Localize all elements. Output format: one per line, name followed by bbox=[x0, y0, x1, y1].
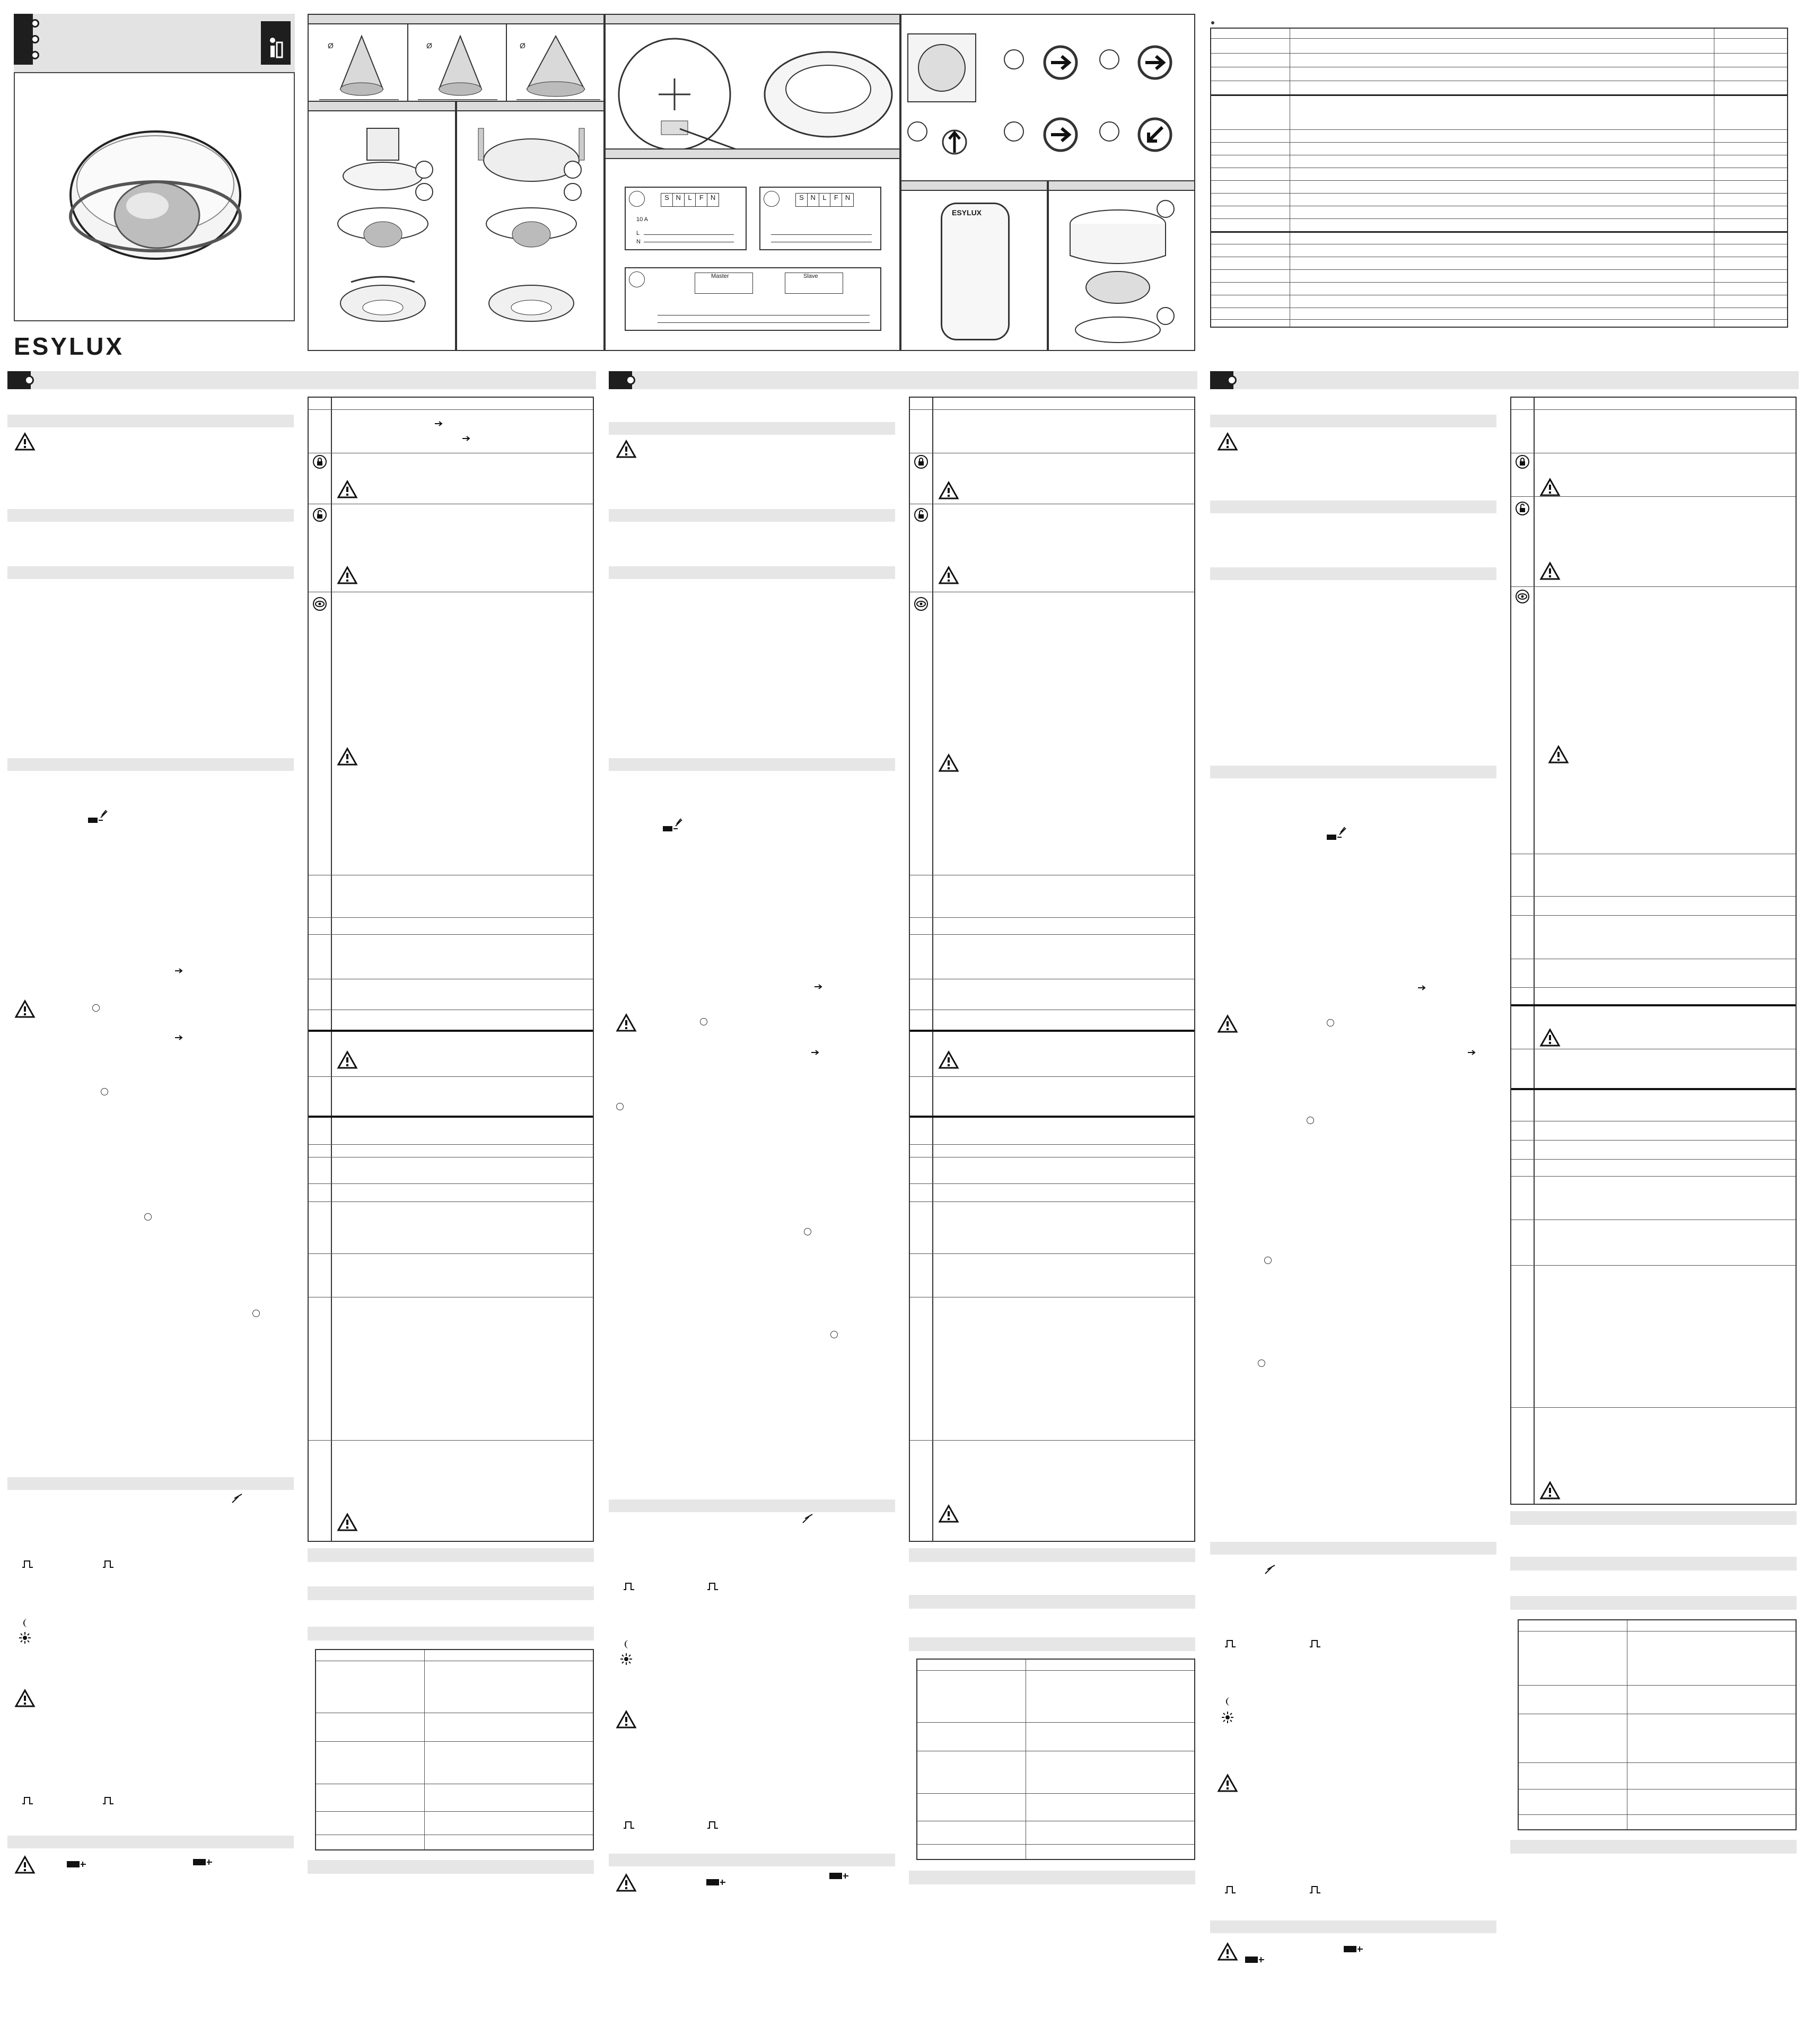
col2-section-bar-1 bbox=[308, 1548, 594, 1562]
col5-section-bar-5 bbox=[1210, 1542, 1496, 1555]
pulse-icon bbox=[707, 1582, 718, 1591]
warning-triangle-icon bbox=[939, 754, 959, 772]
warning-triangle-icon bbox=[1218, 433, 1238, 451]
troubleshooting-table-2 bbox=[916, 1659, 1195, 1860]
col2-section-bar-4 bbox=[308, 1860, 594, 1874]
remote-control-icon bbox=[1326, 825, 1347, 843]
warning-triangle-icon bbox=[1548, 745, 1569, 764]
warning-triangle-icon bbox=[337, 748, 357, 766]
remote-control-icon bbox=[87, 808, 108, 826]
warning-triangle-icon bbox=[1540, 1029, 1560, 1047]
remote-control-icon bbox=[231, 1493, 247, 1504]
warning-triangle-icon bbox=[337, 1051, 357, 1069]
col4-section-bar-1 bbox=[909, 1548, 1195, 1562]
warning-triangle-icon bbox=[616, 1014, 636, 1032]
unlock-icon bbox=[914, 508, 928, 522]
eye-icon bbox=[914, 597, 928, 611]
col1-section-bar-5 bbox=[7, 1477, 294, 1490]
col2-section-bar-3 bbox=[308, 1627, 594, 1641]
install-panel-2 bbox=[456, 101, 605, 351]
warning-triangle-icon bbox=[337, 480, 357, 498]
remote-logo: ESYLUX bbox=[952, 208, 982, 217]
warning-triangle-icon bbox=[1218, 1943, 1238, 1961]
pulse-icon bbox=[1225, 1639, 1236, 1648]
arrow-right-icon bbox=[1418, 985, 1426, 990]
coverage-cone-3 bbox=[516, 36, 600, 100]
col1-section-bar-4 bbox=[7, 758, 294, 771]
remote-control-icon bbox=[802, 1513, 818, 1524]
housing-panel bbox=[605, 14, 900, 157]
lang-tab-dot-2 bbox=[626, 375, 635, 385]
col6-section-bar-2 bbox=[1510, 1557, 1797, 1571]
warning-triangle-icon bbox=[616, 1874, 636, 1892]
l-label-a: L bbox=[636, 230, 640, 236]
col1-section-bar-2 bbox=[7, 509, 294, 522]
step-marker bbox=[830, 1331, 838, 1338]
remote-control-icon bbox=[662, 817, 683, 835]
warning-triangle-icon bbox=[15, 1856, 35, 1874]
cone-label-3: Ø bbox=[520, 41, 526, 50]
warning-triangle-icon bbox=[616, 1710, 636, 1729]
col4-section-bar-3 bbox=[909, 1637, 1195, 1651]
step-panel bbox=[1048, 180, 1195, 351]
warning-triangle-icon bbox=[616, 440, 636, 458]
col6-section-bar-1 bbox=[1510, 1511, 1797, 1525]
warning-triangle-icon bbox=[337, 566, 357, 584]
arrow-right-icon bbox=[175, 1035, 183, 1040]
col1-section-bar-1 bbox=[7, 415, 294, 427]
lock-icon bbox=[914, 455, 928, 469]
unlock-icon bbox=[1516, 502, 1529, 515]
unlock-icon bbox=[313, 508, 327, 522]
brand-logo: ESYLUX bbox=[14, 332, 125, 360]
col6-section-bar-4 bbox=[1510, 1840, 1797, 1854]
arrow-right-icon bbox=[175, 968, 183, 973]
col4-section-bar-4 bbox=[909, 1871, 1195, 1884]
remote-control-icon bbox=[66, 1860, 87, 1868]
wiring-panel bbox=[605, 148, 900, 351]
col5-section-bar-4 bbox=[1210, 766, 1496, 778]
wiring-diagram-master-slave bbox=[625, 267, 881, 331]
lang-header-2 bbox=[609, 371, 1197, 389]
col3-section-bar-5 bbox=[609, 1499, 895, 1512]
lang-tab-dot-1 bbox=[24, 375, 34, 385]
cover-dot-1 bbox=[31, 19, 39, 28]
col3-section-bar-4 bbox=[609, 758, 895, 771]
lang-dot bbox=[1211, 21, 1214, 24]
col3-section-bar-2 bbox=[609, 509, 895, 522]
warning-triangle-icon bbox=[939, 566, 959, 584]
arrow-right-icon bbox=[811, 1050, 820, 1055]
lang-tab-dot-3 bbox=[1227, 375, 1237, 385]
pulse-icon bbox=[103, 1560, 113, 1568]
remote-control bbox=[941, 203, 1010, 340]
remote-panel bbox=[900, 180, 1048, 351]
warning-triangle-icon bbox=[1540, 478, 1560, 496]
arrow-right-icon bbox=[435, 421, 443, 426]
install-panel-1 bbox=[308, 101, 456, 351]
pulse-icon bbox=[22, 1560, 33, 1568]
lang-header-3 bbox=[1210, 371, 1799, 389]
arrow-right-icon bbox=[815, 984, 823, 989]
lock-icon bbox=[313, 455, 327, 469]
pulse-icon bbox=[103, 1796, 113, 1805]
sun-icon bbox=[19, 1632, 31, 1644]
technical-data-table bbox=[1210, 28, 1788, 328]
remote-control-icon bbox=[192, 1858, 213, 1866]
pulse-icon bbox=[22, 1796, 33, 1805]
warning-triangle-icon bbox=[337, 1513, 357, 1531]
col3-section-bar-3 bbox=[609, 566, 895, 579]
lock-icon bbox=[1516, 455, 1529, 469]
master-label: Master bbox=[711, 273, 729, 279]
remote-control-icon bbox=[1244, 1955, 1265, 1964]
remote-control-icon bbox=[828, 1872, 850, 1880]
warning-triangle-icon bbox=[1218, 1774, 1238, 1792]
info-icon bbox=[261, 21, 291, 65]
step-marker bbox=[92, 1004, 100, 1012]
pulse-icon bbox=[1310, 1639, 1320, 1648]
warning-triangle-icon bbox=[1218, 1015, 1238, 1033]
sun-icon bbox=[620, 1653, 632, 1665]
step-marker bbox=[1264, 1257, 1272, 1264]
warning-triangle-icon bbox=[1540, 1481, 1560, 1499]
step-marker bbox=[700, 1018, 707, 1025]
col5-section-bar-2 bbox=[1210, 501, 1496, 513]
moon-icon bbox=[623, 1639, 631, 1649]
step-marker bbox=[616, 1103, 624, 1110]
col2-section-bar-2 bbox=[308, 1586, 594, 1600]
cover-lang-tabs bbox=[14, 14, 33, 65]
sun-icon bbox=[1222, 1712, 1233, 1723]
pulse-icon bbox=[1310, 1885, 1320, 1894]
step-marker bbox=[804, 1228, 811, 1235]
lang-header-1 bbox=[7, 371, 596, 389]
cover-dot-3 bbox=[31, 51, 39, 59]
arrow-right-icon bbox=[1468, 1050, 1476, 1055]
cover-dot-2 bbox=[31, 35, 39, 43]
wiring-diagram-a: S N L F N 10 A L N bbox=[625, 187, 747, 250]
col6-section-bar-3 bbox=[1510, 1596, 1797, 1610]
step-marker bbox=[1327, 1019, 1334, 1027]
product-photo bbox=[14, 72, 295, 321]
wiring-diagram-b: S N L F N bbox=[759, 187, 881, 250]
col5-section-bar-6 bbox=[1210, 1920, 1496, 1933]
moon-icon bbox=[1224, 1697, 1232, 1706]
warning-triangle-icon bbox=[15, 1689, 35, 1707]
step-marker bbox=[101, 1088, 108, 1095]
step-marker bbox=[252, 1310, 260, 1317]
remote-control-icon bbox=[705, 1878, 726, 1887]
current-label-a: 10 A bbox=[636, 216, 649, 223]
cone-label-1: Ø bbox=[328, 41, 334, 50]
eye-icon bbox=[313, 597, 327, 611]
col5-section-bar-1 bbox=[1210, 415, 1496, 427]
col1-section-bar-6 bbox=[7, 1836, 294, 1848]
troubleshooting-table-3 bbox=[1518, 1619, 1797, 1830]
warning-triangle-icon bbox=[1540, 562, 1560, 580]
pulse-icon bbox=[1225, 1885, 1236, 1894]
step-marker bbox=[144, 1213, 152, 1221]
pulse-icon bbox=[624, 1582, 634, 1591]
eye-icon bbox=[1516, 590, 1529, 603]
col3-section-bar-1 bbox=[609, 422, 895, 435]
troubleshooting-table-1 bbox=[315, 1649, 594, 1850]
remote-control-icon bbox=[1343, 1945, 1364, 1953]
cover-panel bbox=[14, 14, 295, 72]
warning-triangle-icon bbox=[939, 1051, 959, 1069]
remote-control-icon bbox=[1264, 1564, 1280, 1575]
pulse-icon bbox=[707, 1821, 718, 1829]
step-marker bbox=[1307, 1117, 1314, 1124]
settings-panel bbox=[900, 14, 1195, 189]
arrow-right-icon bbox=[462, 436, 471, 441]
step-marker bbox=[1258, 1359, 1265, 1367]
warning-triangle-icon bbox=[939, 481, 959, 499]
col1-section-bar-3 bbox=[7, 566, 294, 579]
pulse-icon bbox=[624, 1821, 634, 1829]
warning-triangle-icon bbox=[15, 1000, 35, 1018]
warning-triangle-icon bbox=[15, 433, 35, 451]
warning-triangle-icon bbox=[939, 1505, 959, 1523]
col4-section-bar-2 bbox=[909, 1595, 1195, 1609]
col5-section-bar-3 bbox=[1210, 567, 1496, 580]
n-label-a: N bbox=[636, 239, 641, 245]
slave-label: Slave bbox=[803, 273, 818, 279]
col3-section-bar-6 bbox=[609, 1854, 895, 1866]
coverage-panel bbox=[308, 14, 605, 109]
cone-label-2: Ø bbox=[426, 41, 432, 50]
moon-icon bbox=[21, 1618, 30, 1628]
